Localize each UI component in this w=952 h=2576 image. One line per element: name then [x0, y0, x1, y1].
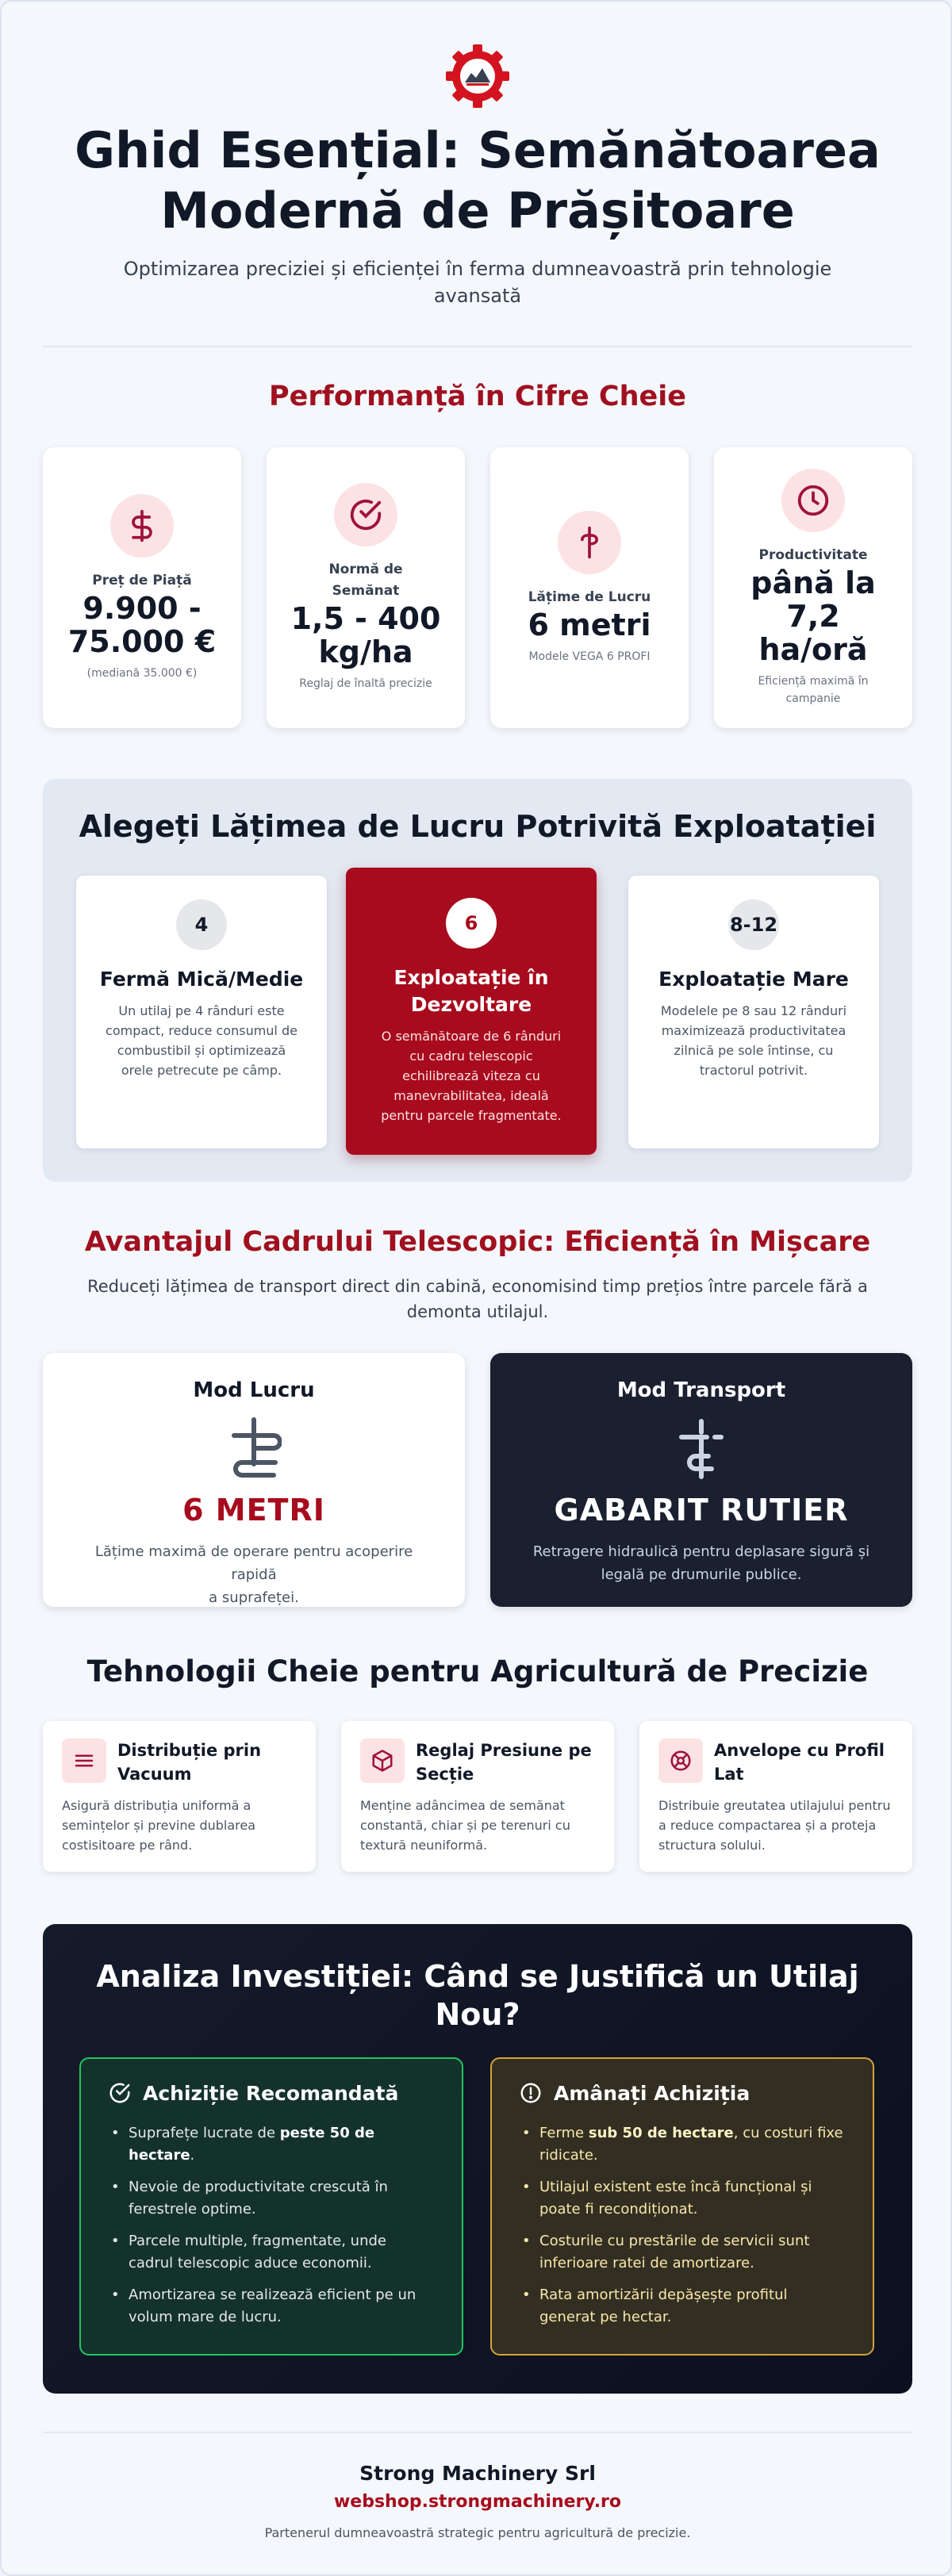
check-circle-icon — [334, 483, 397, 546]
divider — [43, 2432, 912, 2433]
clock-icon — [781, 469, 845, 532]
width-badge: 8-12 — [728, 899, 779, 950]
list-item: • Parcele multiple, fragmentate, unde cadrul telescopic aduce economii. — [108, 2230, 435, 2275]
telescopic-section-title: Avantajul Cadrului Telescopic: Eficiență în Mișcare — [84, 1226, 871, 1258]
width-panel-title: Alegeți Lățimea de Lucru Potrivită Exploatației — [79, 809, 877, 844]
tire-icon — [658, 1738, 703, 1783]
list-item: • Costurile cu prestările de servicii sunt inferioare ratei de amortizare. — [519, 2230, 846, 2275]
list-item: • Rata amortizării depășește profitul generat pe hectar. — [519, 2284, 846, 2329]
menu-lines-icon — [62, 1738, 106, 1783]
page-title: Ghid Esențial: Semănătoarea Modernă de Prășitoare — [75, 121, 881, 240]
stat-card-price: Preț de Piață 9.900 - 75.000 € (mediană 35.000 €) — [43, 447, 241, 728]
width-badge: 4 — [176, 899, 227, 950]
width-icon — [558, 511, 621, 574]
stat-card-working-width: Lățime de Lucru 6 metri Modele VEGA 6 PROFI — [490, 447, 689, 728]
width-card-8-12-rows: 8-12 Exploatație Mare Modelele pe 8 sau 12 rânduri maximizează productivitatea zilnică pe sole întinse, cu tractorul potrivit. — [628, 876, 879, 1148]
page-subtitle: Optimizarea preciziei și eficienței în ferma dumneavoastră prin tehnologie avansată — [123, 258, 832, 307]
telescopic-subtitle: Reduceți lățimea de transport direct din cabină, economisind timp prețios între parcele fără a demonta utilajul. — [87, 1277, 868, 1321]
divider — [43, 346, 912, 347]
recommended-box: Achiziție Recomandată • Suprafețe lucrate de peste 50 de hectare. • Nevoie de productivitate crescută în ferestrele optime. • Parcele multiple, fragmentate, unde cadrul telescopic aduce economii. • Amortizarea se realizează eficient pe un volum mare de lucru. — [79, 2057, 463, 2356]
work-mode-card: Mod Lucru 6 METRI Lățime maximă de operare pentru acoperire rapidă a suprafeței. — [43, 1353, 465, 1607]
expand-frame-icon — [226, 1416, 282, 1480]
width-card-4-rows: 4 Fermă Mică/Medie Un utilaj pe 4 rânduri este compact, reduce consumul de combustibil și optimizează orele petrecute pe câmp. — [76, 876, 327, 1148]
tech-section-title: Tehnologii Cheie pentru Agricultură de Precizie — [86, 1654, 869, 1689]
gear-logo-icon — [444, 43, 511, 109]
postpone-box: Amânați Achiziția • Ferme sub 50 de hectare, cu costuri fixe ridicate. • Utilajul existent este încă funcțional și poate fi recondiționat. • Costurile cu prestările de servicii sunt inferioare ratei de amortizare. • Rata amortizării depășește profitul generat pe hectar. — [490, 2057, 874, 2356]
footer-company: Strong Machinery Srl — [359, 2462, 596, 2485]
footer-tagline: Partenerul dumneavoastră strategic pentru agricultură de precizie. — [264, 2525, 691, 2540]
alert-circle-icon — [519, 2081, 543, 2105]
transport-mode-card: Mod Transport GABARIT RUTIER Retragere hidraulică pentru deplasare sigură și legală pe drumurile publice. — [490, 1353, 912, 1607]
investment-panel — [43, 1924, 912, 2394]
width-badge: 6 — [446, 898, 497, 949]
list-item: • Nevoie de productivitate crescută în ferestrele optime. — [108, 2176, 435, 2221]
list-item: • Amortizarea se realizează eficient pe un volum mare de lucru. — [108, 2284, 435, 2329]
list-item: • Suprafețe lucrate de peste 50 de hectare. — [108, 2122, 435, 2167]
tech-card-tires: Anvelope cu Profil Lat Distribuie greutatea utilajului pentru a reduce compactarea și a proteja structura solului. — [639, 1721, 912, 1872]
stats-section-title: Performanță în Cifre Cheie — [269, 381, 686, 412]
list-item: • Utilajul existent este încă funcțional și poate fi recondiționat. — [519, 2176, 846, 2221]
tech-card-pressure: Reglaj Presiune pe Secție Menține adâncimea de semănat constantă, chiar și pe terenuri cu textură neuniformă. — [341, 1721, 614, 1872]
postpone-list — [519, 2122, 846, 2329]
check-circle-icon — [108, 2081, 132, 2105]
fold-frame-icon — [674, 1416, 729, 1480]
tech-card-vacuum: Distribuție prin Vacuum Asigură distribuția uniformă a semințelor și previne dublarea costisitoare pe rând. — [43, 1721, 316, 1872]
width-card-6-rows: 6 Exploatație în Dezvoltare O semănătoare de 6 rânduri cu cadru telescopic echilibrează viteza cu manevrabilitatea, ideală pentru parcele fragmentate. — [346, 868, 597, 1155]
stat-card-seeding-rate: Normă de Semănat 1,5 - 400 kg/ha Reglaj de înaltă precizie — [267, 447, 465, 728]
investment-title: Analiza Investiției: Când se Justifică un Utilaj Nou? — [96, 1959, 859, 2032]
footer-website-link[interactable]: webshop.strongmachinery.ro — [333, 2492, 622, 2512]
cube-icon — [360, 1738, 405, 1783]
stat-card-productivity: Productivitate până la 7,2 ha/oră Eficiență maximă în campanie — [714, 447, 912, 728]
width-selection-panel — [43, 779, 912, 1182]
list-item: • Ferme sub 50 de hectare, cu costuri fixe ridicate. — [519, 2122, 846, 2167]
dollar-icon — [110, 494, 174, 558]
recommended-list — [108, 2122, 435, 2329]
